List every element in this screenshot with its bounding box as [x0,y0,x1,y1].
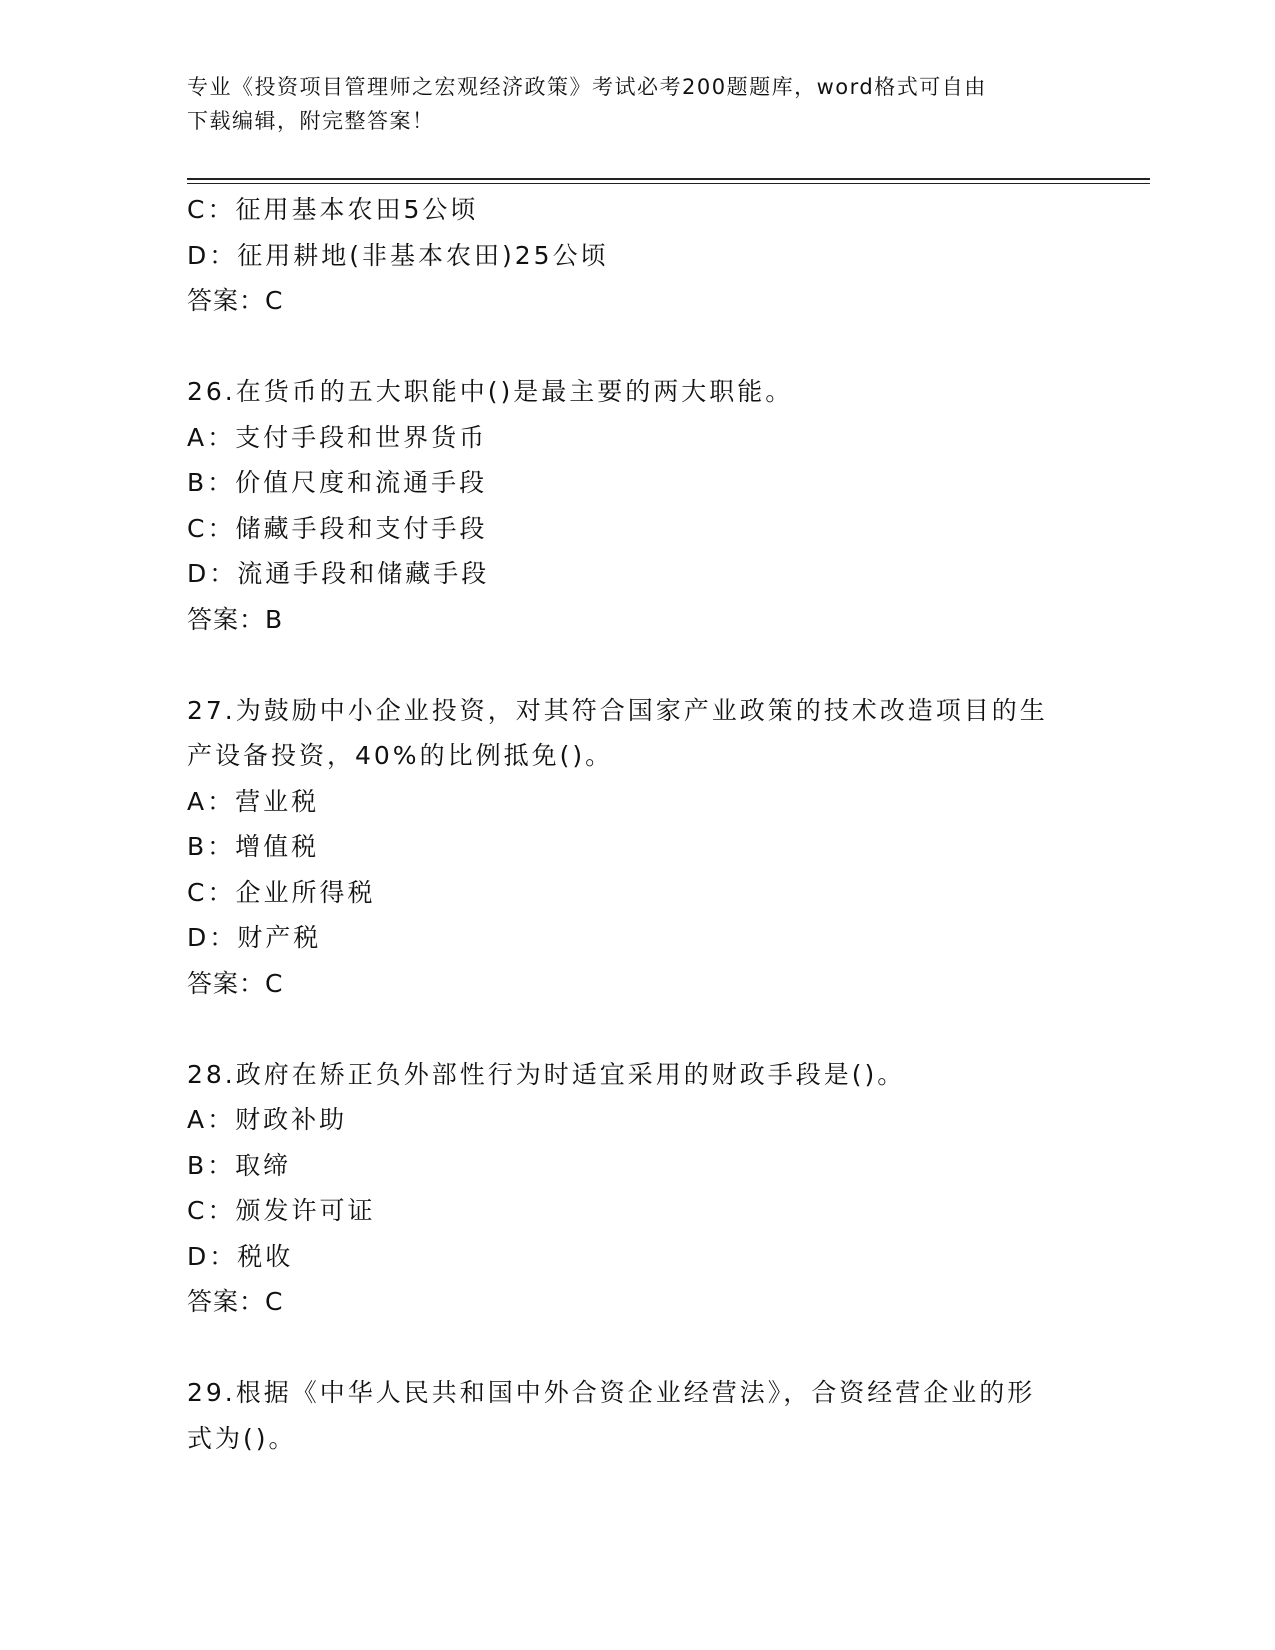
option-a: A：营业税 [187,786,320,816]
document-header [187,70,1087,138]
answer: 答案：B [187,604,284,634]
header-divider-thin [187,183,1150,184]
option-b: B：增值税 [187,832,320,861]
question-29 [187,1370,1087,1461]
option-d: D：流通手段和储藏手段 [187,559,490,588]
option-d: D：税收 [187,1241,294,1271]
question-stem-line-2: 产设备投资，40%的比例抵免()。 [187,741,614,770]
question-stem-line-2: 式为()。 [187,1423,297,1453]
header-line-2: 下载编辑，附完整答案！ [187,109,435,133]
question-26 [187,369,1087,642]
option-a: A：支付手段和世界货币 [187,422,488,452]
option-d: D：财产税 [187,923,322,952]
answer: 答案：C [187,1287,284,1316]
option-b: B：取缔 [187,1150,292,1180]
question-28 [187,1052,1087,1325]
question-25-continuation [187,187,1087,324]
spacer [187,324,1087,370]
header-divider-thick [187,178,1150,180]
question-stem-line-1: 27.为鼓励中小企业投资，对其符合国家产业政策的技术改造项目的生 [187,695,1048,725]
question-stem: 28.政府在矫正负外部性行为时适宜采用的财政手段是()。 [187,1059,906,1089]
option-b: B：价值尺度和流通手段 [187,468,488,497]
question-stem-line-1: 29.根据《中华人民共和国中外合资企业经营法》，合资经营企业的形 [187,1378,1036,1407]
option-c: C：颁发许可证 [187,1196,376,1225]
spacer [187,1006,1087,1052]
header-line-1: 专业《投资项目管理师之宏观经济政策》考试必考200题题库，word格式可自由 [187,75,987,99]
option-c: C：征用基本农田5公顷 [187,195,479,224]
question-27 [187,688,1087,1007]
answer: 答案：C [187,968,284,998]
option-d: D：征用耕地(非基本农田)25公顷 [187,240,609,270]
question-stem: 26.在货币的五大职能中()是最主要的两大职能。 [187,377,794,406]
document-body [187,187,1087,1461]
answer: 答案：C [187,286,284,315]
spacer [187,1325,1087,1371]
option-c: C：企业所得税 [187,877,376,907]
option-c: C：储藏手段和支付手段 [187,513,488,543]
option-a: A：财政补助 [187,1105,348,1134]
spacer [187,642,1087,688]
